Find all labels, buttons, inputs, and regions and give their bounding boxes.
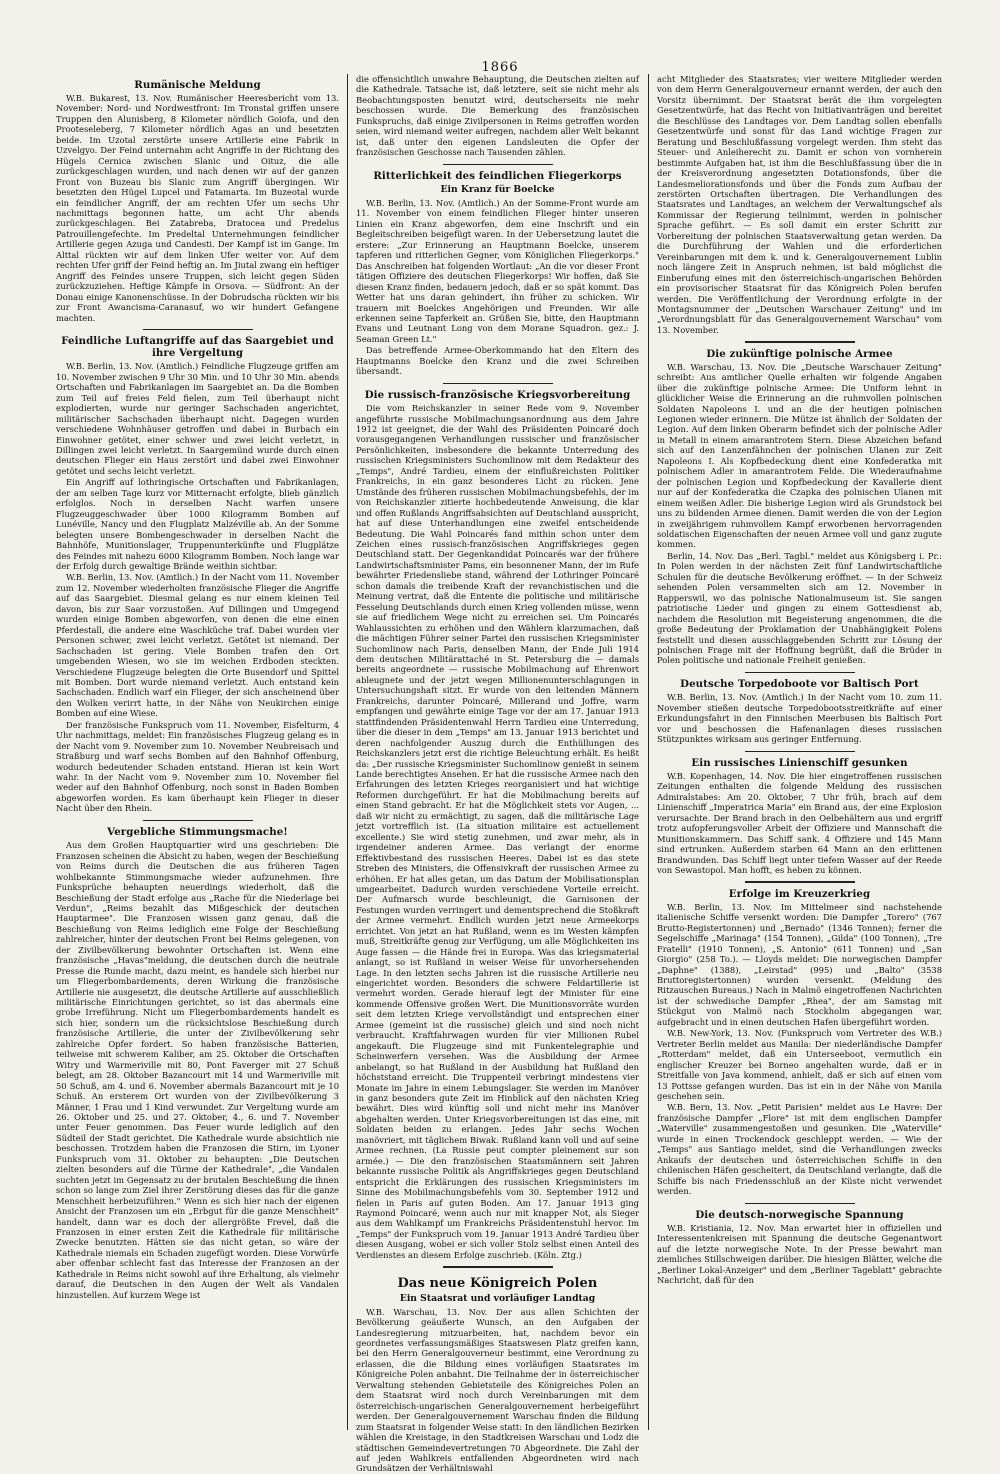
article-separator xyxy=(143,329,253,330)
article-headline: Ritterlichkeit des feindlichen Fliegerkorps xyxy=(373,170,622,183)
article-headline: Feindliche Luftangriffe auf das Saargebiet und ihre Vergeltung xyxy=(61,335,334,360)
article-headline: Das neue Königreich Polen xyxy=(397,1275,598,1291)
article-headline: Ein russisches Linienschiff gesunken xyxy=(691,756,908,769)
column-2 xyxy=(356,74,639,1474)
article-paragraph: W.B. Warschau, 13. Nov. Die „Deutsche Warschauer Zeitung" schreibt: Aus amtlicher Quelle erhalten wir folgende Angaben über die zukünftige polnische Armee: Die Uniform lehnt in glücklicher Weise die Erinnerung an die ruhmvollen polnischen Soldaten Napoleons I. und an die der heutigen polnischen Legionen wieder erinnern. Die Mütze ist ähnlich der Soldaten der Legion. Auf dem linken Oberarm befindet sich der polnische Adler in Metall in einem amarantrotem Stern. Diese Abzeichen befand sich auf den Lanzenfähnchen der polnischen Ulanen zur Zeit Napoleons I. Als Kopfbedeckung dient eine Konfederatka mit polnischem Adler in amarantrotem Felde. Die Wiederaufnahme der polnischen Legion und Kopfbedeckung der Kavallerie dient nur auf der Konfederatka die Czapka des polnischen Ulanen mit einem weißen Adler. Die bisherige Legion wird als Grundstock bei uns zu bildenden Armee dienen. Damit werden die von der Legion in zweijährigem ruhmvollem Kampf erworbenen hervorragenden soldatischen Eigenschaften der neuen Armee voll und ganz zugute kommen. xyxy=(657,361,942,550)
article-separator xyxy=(745,751,855,752)
article-paragraph: acht Mitglieder des Staatsrates; vier weitere Mitglieder werden von dem Herrn Generalgouverneur ernannt werden, der auch den Vorsitz übernimmt. Der Staatsrat berät die ihm vorgelegten Gesetzentwürfe, hat das Recht von Initiativanträgen und bereitet die Beschlüsse des Landtages vor. Dem Landtag sollen ebenfalls Gesetzentwürfe und sonst für das Land wichtige Fragen zur Beratung und Beschlußfassung vorgelegt werden. Ihm steht das Steuer- und Anleiherecht zu. Damit er schon von vornherein bestimmte Aufgaben hat, ist ihm die Beschlußfassung über die in der Kreisverordnung angesetzten Dotationsfonds, über die Landesmeliorationsfonds und über die Fonds zum Aufbau der zerstörten Ortschaften übertragen. Die Verhandlungen des Staatsrates und Landtages, an welchem der Verwaltungschef als Kommissar der Regierung teilnimmt, werden in polnischer Sprache geführt. — Es soll damit ein erster Schritt zur Vorbereitung der polnischen Staatsverwaltung getan werden. Da die Durchführung der Wahlen und die erforderlichen Vereinbarungen mit dem k. und k. Generalgouvernement Lublin noch längere Zeit in Anspruch nehmen, ist bald möglichst die Einberufung eines mit den österreichisch-ungarischen Behörden ein provisorischer Staatsrat für das Königreich Polen berufen werden. Die Veröffentlichung der Verordnung erfolgte in der Montagsnummer der „Deutschen Warschauer Zeitung" und im „Verordnungsblatt für das Generalgouvernement Warschau" vom 13. November. xyxy=(657,74,942,335)
article-linienschiff xyxy=(657,757,942,876)
column-rule xyxy=(648,74,649,1430)
article-paragraph: W.B. Berlin, 13. Nov. (Amtlich.) In der Nacht vom 10. zum 11. November stießen deutsche Torpedobootsstreitkräfte auf einer Erkundungsfahrt in den Finnischen Meerbusen bis Baltisch Port vor und beschossen die Hafenanlagen dieses russischen Stützpunktes wirksam aus geringer Entfernung. xyxy=(657,692,942,745)
article-paragraph: W.B. Kopenhagen, 14. Nov. Die hier eingetroffenen russischen Zeitungen enthalten die folgende Meldung des russischen Admiralstabes: Am 20. Oktober, 7 Uhr früh, brach auf dem Linienschiff „Imperatrica Maria" ein Brand aus, der eine Explosion verursachte. Der Brand brach in den Oelbehältern aus und ergriff trotz aufopferungsvoller Arbeit der Offiziere und Mannschaft die Munitionskammern. Das Schiff sank. 4 Offiziere und 145 Mann sind ertrunken. Außerdem starben 64 Mann an den erlittenen Brandwunden. Das Schiff liegt unter tiefem Wasser auf der Reede von Sewastopol. Man hofft, es heben zu können. xyxy=(657,770,942,875)
article-paragraph: W.B. Berlin, 13. Nov. Im Mittelmeer sind nachstehende italienische Schiffe versenkt worden: Die Dampfer „Torero" (767 Brutto-Registertonnen) und „Bernado" (1346 Tonnen); ferner die Segelschiffe „Marinaga" (154 Tonnen), „Gilda" (100 Tonnen), „Tre Fratelli" (1910 Tonnen), „S. Antonio" (611 Tonnen) und „San Giorgio" (258 To.). — Lloyds meldet: Die norwegischen Dampfer „Daphne" (1388), „Leirstad" (995) und „Balto" (3538 Bruttoregistertonnen) wurden versenkt. (Meldung des Ritzauschen Bureaus.) Nach in Malmö eingetroffenen Nachrichten ist der schwedische Dampfer „Rhea", der am Samstag mit Stückgut von Malmö nach Stockholm abgegangen war, aufgebracht und in einen deutschen Hafen übergeführt worden. xyxy=(657,901,942,1027)
article-separator xyxy=(745,341,855,342)
article-paragraph: Der französische Funkspruch vom 11. November, Eisfelturm, 4 Uhr nachmittags, meldet: Ein französisches Flugzeug gelang es in der Nacht vom 9. November zum 10. November Neubreisach und Straßburg und warf sechs Bomben auf den Bahnhof Offenburg, wodurch bedeutender Schaden entstand. Hieran ist kein Wort wahr. In der Nacht vom 9. November zum 10. November fiel weder auf den Bahnhof Offenburg, noch sonst in Baden Bomben abgeworfen worden. Es kam überhaupt kein Flieger in dieser Nacht über den Rhein. xyxy=(56,719,339,814)
article-kreuzerkrieg xyxy=(657,888,942,1197)
columns xyxy=(56,74,942,1474)
article-paragraph: Ein Angriff auf lothringische Ortschaften und Fabrikanlagen, der am selben Tage kurz vor Mitternacht erfolgte, blieb gänzlich erfolglos. Noch in derselben Nacht warfen unsere Flugzeuggeschwader über 1000 Kilogramm Bomben auf Lunéville, Nancy und den Flugplatz Malzéville ab. An der Somme belegten unsere Bombengeschwader in derselben Nacht die Bahnhöfe, Munitionslager, Truppenunterkünfte und Flugplätze des Feindes mit nahezu 6000 Kilogramm Bomben. Noch lange war der Erfolg durch gewaltige Brände weithin sichtbar. xyxy=(56,477,339,571)
article-norwegische-spannung xyxy=(657,1209,942,1286)
article-ritterlichkeit xyxy=(356,170,639,377)
article-polnische-armee xyxy=(657,348,942,666)
column-1 xyxy=(56,74,339,1430)
article-paragraph: W.B. Kristiania, 12. Nov. Man erwartet hier in offiziellen und Interessentenkreisen mit Spannung die deutsche Gegenantwort auf die letzte norwegische Note. In der Presse bewahrt man ziemliches Stillschweigen darüber. Die hiesigen Blätter, welche die „Berliner Lokal-Anzeiger" und dem „Berliner Tageblatt" gebrachte Nachricht, daß für den xyxy=(657,1222,942,1286)
article-koenigreich-polen xyxy=(356,1276,639,1474)
article-headline: Vergebliche Stimmungsmache! xyxy=(107,826,288,839)
article-paragraph: Die vom Reichskanzler in seiner Rede vom 9. November angeführte russische Mobilmachungsanordnung aus dem Jahre 1912 ist geeignet, die der Wahl des Präsidenten Poincaré doch vorausgegangenen Verhandlungen russischer und französischer Persönlichkeiten, insbesondere die bekannte Unterredung des russischen Kriegsministers Suchomlinow mit dem Redakteur des „Temps", André Tardieu, einem der einflußreichsten Politiker Frankreichs, in ein ganz besonderes Licht zu rücken. Jene Umstände des früheren russischen Mobilmachungsbefehls, der im von Reichskanzler zitierte hochbedeutende Anweisung, die klar und offen Rußlands Angriffsabsichten auf Deutschland ausspricht, hat auf diese Unterhandlungen eine zweifel entscheidende Bedeutung. Die Wahl Poincarés fand mithin schon unter dem Zeichen eines russisch-französischen Angriffskrieges gegen Deutschland statt. Der Gegenkandidat Poincarés war der frühere Landwirtschaftsminister Pams, ein besonnener Mann, der im Rufe bewährter Friedensliebe stand, während der Lothringer Poincaré schon damals die treibende Kraft der revanchistischen und die Meinung vertrat, daß die Entente die politische und militärische Fesselung Deutschlands durch einen Krieg vollenden müsse, wenn sie auf friedlichem Wege nicht zu erreichen sei. Um Poincarés Wahlaussichten zu erhöhen und den Wählern klarzumachen, daß die mächtigen Führer seiner Partei den russischen Kriegsminister Suchomlinow nach Paris, denselben Mann, der Ende Juli 1914 dem deutschen Militärattaché in St. Petersburg die — damals bereits angeordnete — russische Mobilmachung auf Ehrenwort ableugnete und der jetzt wegen Millionenunterschlagungen in Untersuchungshaft sitzt. Er wurde von den leitenden Männern Frankreichs, darunter Poincaré, Millerand und Joffre, warm empfangen und gewährte einige Tage vor der am 17. Januar 1913 stattfindenden Präsidentenwahl Herrn Tardieu eine Unterredung, über die dieser in dem „Temps" am 13. Januar 1913 berichtet und deren nachfolgender Auszug durch die Enthüllungen des Reichskanzlers jetzt erst die richtige Beleuchtung erhält. Es heißt da: „Der russische Kriegsminister Suchomlinow genießt in seinem Lande berechtigtes Ansehen. Er hat die russische Armee nach den Erfahrungen des letzten Krieges reorganisiert und hat wichtige Reformen durchgeführt. Er hat die Mobilmachung bereits auf einen Stand gebracht. Er hat die Möglichkeit stets vor Augen, ... daß wir nicht zu ermächtigt, zu sagen, daß die militärische Lage jetzt vortrefflich ist. (La situation militaire est actuellement excellente.) Sie wird stetig zunehmen, und zwar mehr, als in irgendeiner anderen Armee. Das verlangt der enorme Effektivbestand des russischen Heeres. Dabei ist es das stete Streben des Ministers, die Offensivkraft der russischen Armee zu erhöhen. Er hat alles getan, um das Datum der Mobilisationsplan umgearbeitet. Dadurch wurden verschiedene Vorteile erreicht. Der Aufmarsch wurde beschleunigt, die Garnisonen der Festungen wurden verringert und dementsprechend die Stoßkraft der Armee vermehrt. Endlich wurden jetzt neue Armeekorps errichtet. Von jetzt an hat Rußland, wenn es im Westen kämpfen muß, Streitkräfte genug zur Verfügung, um alle Möglichkeiten ins Auge fassen — die Hände frei in Europa. Was das kriegsmaterial anlangt, so ist Rußland in weiser Weise für unvorhersehenden Lage. In den letzten sechs Jahren ist die russische Artillerie neu eingerichtet worden. Besonders die schwere Feldartillerie ist vermehrt worden. Gerade hierauf legt der Minister für eine kommende Offensive großen Wert. Die Munitionsvorräte wurden seit dem letzten Kriege vervollständigt und entsprechen einer Armee (gemeint ist die russische) gleich und sind noch nicht verbraucht. Kraftfahrwagen wurden für vier Millionen Rubel angekauft. Die Flugzeuge sind mit Funkentelegraphie und Scheinwerfern versehen. Was die Ausbildung der Armee anbelangt, so hat Rußland in der Ausbildung hat Rußland den höchststand erreicht. Die Truppenteil verbringt mindestens vier Monate im Jahre in einem Lebungslager. Sie werden im Manöver in ganz besonders gute Zeit im Hinblick auf den nächsten Krieg bewährt. Dies wird künftig soll und nicht mehr ins Manöver abgehalten werden. Unter Kriegsvorbereitungen ist das eine, mit Soldaten beiden zu erlangen. Jedes Jahr sechs Wochen manövriert, mit täglichem Biwak. Rußland kann voll und auf seine Armee rechnen. (La Russie peut compter pleinement sur son armée.) — Die den französischen Staatsmännern seit Jahren bekannte russische Politik als Angriffskrieges gegen Deutschland entspricht die Erklärungen des russischen Kriegsministers im Sinne des Mobilmachungsbefehls vom 30. September 1912 und fielen in Paris auf guten Boden. Am 17. Januar 1913 ging Raymond Poincaré, wenn auch nur mit knapper Not, als Sieger aus dem Wahlkampf um Frankreichs Präsidentenstuhl hervor. Im „Temps" der Funkspruch vom 19. Januar 1913 André Tardieu über diesen Ausgang, wobei er sich voller Stolz selbst einen Anteil des Verdienstes an diesem Erfolge zuschrieb. (Köln. Ztg.) xyxy=(356,403,639,1260)
article-paragraph: die offensichtlich unwahre Behauptung, die Deutschen zielten auf die Kathedrale. Tatsache ist, daß letztere, seit sie nicht mehr als Beobachtungsposten benutzt wird, deutscherseits nie mehr beschossen wurde. Die Bemerkung des französischen Funkspruchs, daß einige Zivilpersonen in Reims getroffen worden seien, wird niemand weiter aufregen, nachdem aller Welt bekannt ist, daß unter den eigenen Landsleuten die Opfer der französischen Geschosse nach Tausenden zählen. xyxy=(356,74,639,158)
article-subheadline: Ein Staatsrat und vorläufiger Landtag xyxy=(399,1292,596,1304)
article-separator xyxy=(443,164,553,165)
article-separator xyxy=(745,672,855,673)
article-polen-fortsetzung xyxy=(657,74,942,335)
article-paragraph: W.B. New-York, 13. Nov. (Funkspruch vom Vertreter des W.B.) Vertreter Berlin meldet aus Manila: Der niederländische Dampfer „Rotterdam" meldet, daß ein Unterseeboot, vermutlich ein englischer Kreuzer bei Borneo angehalten wurde, daß er in Streitfalle von Java kommend, anhielt, daß er sich auf einen vom 13 Pottsse gefangen wurden. Das ist ein in der Nähe von Manila geschehen sein. xyxy=(657,1028,942,1101)
article-headline: Deutsche Torpedoboote vor Baltisch Port xyxy=(680,678,919,691)
article-separator xyxy=(443,1266,553,1267)
article-paragraph: W.B. Bukarest, 13. Nov. Rumänischer Heeresbericht vom 13. November: Nord- und Nordwestfront: Im Tronstal griffen unsere Truppen den Alunisberg, 8 Kilometer nördlich Goiofa, und den Prooteseleberg, 7 Kilometer nördlich Agas an und besetzten beide. Im Uzotal zerstörte unsere Artillerie eine Fabrik in Uzvelgyo. Der Feind unternahm acht Angriffe in der Richtung des Hügels Cernica zwischen Slanic und Oituz, die alle zurückgeschlagen wurden, und nach denen wir auf der ganzen Front von Buzeau bis Slanic zum Angriff übergingen. Wir besetzten den Hügel Lupcel und Fatamarta. Im Buzeotal wurde ein feindlicher Angriff, der am rechten Ufer um sechs Uhr nachmittags begonnen hatte, um acht Uhr abends zurückgeschlagen. Bei Zatabreba, Dratocea und Predelus Patrouillengefechte. Im Predeltal Unternehmungen feindlicher Artillerie gegen Azuga und Candesti. Der Kampf ist im Gange. Im Alttal rückten wir auf dem linken Ufer weiter vor. Auf dem rechten Ufer griff der Feind heftig an. Im Jiutal zwang ein heftiger Angriff des Feindes unsere Truppen, sich leicht gegen Süden zurückzuziehen. Heftige Kämpfe in Orsova. — Südfront: An der Donau einige Kanonenschüsse. In der Dobrudscha rückten wir bis zur Front Awancisma-Caranasuf, wo wir hundert Gefangene machten. xyxy=(56,93,339,323)
article-headline: Die zukünftige polnische Armee xyxy=(706,347,893,360)
article-vergebliche-stimmungsmache xyxy=(56,826,339,1300)
page-number: 1866 xyxy=(481,60,519,75)
article-separator xyxy=(143,820,253,821)
article-rumaenische-meldung xyxy=(56,79,339,323)
article-feindliche-luftangriffe xyxy=(56,335,339,813)
article-headline: Erfolge im Kreuzerkrieg xyxy=(728,887,871,900)
article-paragraph: Das betreffende Armee-Oberkommando hat den Eltern des Hauptmanns Boelcke den Kranz und die zwei Schreiben übersandt. xyxy=(356,345,639,377)
article-paragraph: W.B. Berlin, 13. Nov. (Amtlich.) Feindliche Flugzeuge griffen am 10. November zwischen 9 Uhr 30 Min. und 10 Uhr 30 Min. abends Ortschaften und Fabrikanlagen im Saargebiet an. Da die Bomben zum Teil auf freies Feld fielen, zum Teil überhaupt nicht explodierten, wurde nur geringer Sachschaden angerichtet, militärischer Sachschaden überhaupt nicht. Dagegen wurden verschiedene Wohnhäuser getroffen und dabei in Burbach ein Einwohner getötet, einer schwer und zwei leicht verletzt, in Dillingen zwei leicht verletzt. In Saargemünd wurde durch einen deutschen Flieger ein Haus zerstört und dabei zwei Einwohner getötet und sechs leicht verletzt. xyxy=(56,361,339,476)
article-torpedoboote xyxy=(657,678,942,744)
article-separator xyxy=(443,383,553,384)
article-headline: Die deutsch-norwegische Spannung xyxy=(695,1208,904,1221)
article-paragraph: Aus dem Großen Hauptquartier wird uns geschrieben: Die Franzosen scheinen die Absicht zu haben, wegen der Beschießung von Reims durch die Deutschen die aus früheren Tagen wohlbekannte Stimmungsmache wieder aufzunehmen. Ihre Funksprüche behaupten neuerdings wiederholt, daß die Beschießung der Stadt erfolge aus „Rache für die Niederlage bei Verdun", „Reims bezahlt das Mißgeschick der deutschen Hauptarmee". Die Franzosen wissen ganz genau, daß die Beschießung von Reims lediglich eine Folge der Beschießung zahlreicher, hinter der deutschen Front bei Reims gelegenen, von der Zivilbevölkerung bewohnter Ortschaften ist. Wenn eine französische „Havas"meldung, die deutschen durch die neutrale Presse die Runde macht, dazu meint, es handele sich hierbei nur um Fliegerbombardements, deren Wirkung die französische Artillerie nie ausgesetzt, die deutsche Artillerie auf ausschließlich militärische Einrichtungen gerichtet, so ist das abermals eine grobe Irreführung. Nicht um Fliegerbombardements handelt es sich hier, sondern um die rücksichtslose Beschießung durch französische Artillerie, die unter der Zivilbevölkerung sehr zahlreiche Opfer fordert. So haben französische Batterien, teilweise mit schwerem Kaliber, am 25. Oktober die Ortschaften Witry und Warmeriville mit 80, Pont Faverger mit 27 Schuß belegt, am 28. Oktober Bazancourt mit 14 und Warmeriville mit 50 Schuß, am 4. und 6. November abermals Bazancourt mit je 10 Schuß. An ersterem Ort wurden von der Zivilbevölkerung 3 Männer, 1 Frau und 1 Kind verwundet. Zur Vergeltung wurde am 26. Oktober und 25. und 27. Oktober, 4., 6. und 7. November unter Feuer genommen. Das Feuer wurde lediglich auf den Südteil der Stadt gerichtet. Die Kathedrale wurde absichtlich nie beschossen. Trotzdem haben die Franzosen die Stirn, im Lyoner Funkspruch vom 31. Oktober zu behaupten: „Die Deutschen zielten besonders auf die Türme der Kathedrale", „die Vandalen suchten jetzt im Gegensatz zu der brutalen Beschießung die ihnen schon so lange zum Ziel ihrer Zerstörung dieses das für die ganze Menschheit herbeizuführen." Wenn es sich hier nach der eigenen Ansicht der Franzosen um ein „Erbgut für die ganze Menschheit" handelt, dann war es doch der allergrößte Frevel, daß die Franzosen in einer ersten Zeit die Kathedrale für militärische Zwecke benutzten. Hätten sie das nicht getan, so wäre der Kathedrale niemals ein Schaden zugefügt worden. Diese Vorwürfe aber offenbar schlecht fast das Interesse der Franzosen an der Kathedrale in Reims nicht sowohl auf ihre Erhaltung, als vielmehr darauf, die Deutschen in den Augen der Welt als Vandalen hinzustellen. Auf kurzem Wege ist xyxy=(56,840,339,1300)
article-headline: Rumänische Meldung xyxy=(134,79,261,91)
article-separator xyxy=(745,1203,855,1204)
article-paragraph: W.B. Bern, 13. Nov. „Petit Parisien" meldet aus Le Havre: Der französische Dampfer „Flore" ist mit dem englischen Dampfer „Waterville" zusammengestoßen und gesunken. Die „Waterville" wurde in einen Trockendock geschleppt werden. — Wie der „Temps" aus Santiago meldet, sind die Verhandlungen zwecks Ankaufs der deutschen und österreichischen Schiffe in den chilenischen Häfen gescheitert, da Deutschland verlangte, daß die Schiffe bis nach Friedensschluß an der Küste nicht verwendet werden. xyxy=(657,1102,942,1197)
article-russisch-franzoesische xyxy=(356,389,639,1260)
article-paragraph: W.B. Warschau, 13. Nov. Der aus allen Schichten der Bevölkerung geäußerte Wunsch, an den Aufgaben der Landesregierung mitzuarbeiten, hat, nachdem bevor ein geordnetes verfassungsmäßiges Staatswesen Platz greifen kann, bei den Herrn Generalgouverneur bestimmt, eine Verordnung zu erlassen, die die Bildung eines vorläufigen Staatsrates im Königreiche Polen anbahnt. Die Teilnahme der in österreichischer Verwaltung stehenden Gebietsteile des Königreiches Polen an dem Staatsrat wird noch durch Vereinbarungen mit dem österreichisch-ungarischen Generalgouvernement herbeigeführt werden. Der Generalgouvernement Warschau finden die Bildung zum Staatsrat in folgender Weise statt: In den ländlichen Bezirken wählen die Kreistage, in den Stadtkreisen Warschau und Lodz die städtischen Gemeindevertretungen 70 Abgeordnete. Die Zahl der auf jeden Wahlkreis entfallenden Abgeordneten wird nach Grundsätzen der Verhältniswahl xyxy=(356,1306,639,1474)
article-subheadline: Ein Kranz für Boelcke xyxy=(440,184,555,196)
article-headline: Die russisch-französische Kriegsvorbereitung xyxy=(364,389,631,402)
article-paragraph: W.B. Berlin, 13. Nov. (Amtlich.) In der Nacht vom 11. November zum 12. November wiederholten französische Flieger die Angriffe auf das Saargebiet. Diesmal gelang es nur einem kleinen Teil davon, bis zur Saar vorzustoßen. Auf Dillingen und Umgegend wurden einige Bomben abgeworfen, von denen die eine einen Pferdestall, die andere eine Waschküche traf. Dabei wurden vier Personen schwer, zwei leicht verletzt. Getötet ist niemand. Der Sachschaden ist gering. Viele Bomben trafen den Ort umgebenden Wiesen, wo sie im weichen Erdboden steckten. Verschiedene Flugzeuge belegten die Orte Busendorf und Spittel mit Bomben. Dort wurde niemand verletzt. Auch entstand kein Sachschaden. Endlich warf ein Flieger, der sich anscheinend über den Wolken verirrt hatte, in der Nähe von Neukirchen einige Bomben auf eine Wiese. xyxy=(56,572,339,719)
column-rule xyxy=(347,74,348,1430)
article-reims-fortsetzung xyxy=(356,74,639,158)
article-separator xyxy=(745,881,855,882)
article-paragraph: W.B. Berlin, 13. Nov. (Amtlich.) An der Somme-Front wurde am 11. November von einem feindlichen Flieger hinter unseren Linien ein Kranz abgeworfen, dem eine Inschrift und ein Begleitschreiben beigefügt waren. In der Uebersetzung lautet die erstere: „Zur Erinnerung an Hauptmann Boelcke, unserem tapferen und ritterlichen Gegner, vom Königlichen Fliegerkorps." Das Anschreiben hat folgenden Wortlaut: „An die vor dieser Front tätigen Offiziere des deutschen Fliegerkorps! Wir hoffen, daß Sie diesen Kranz finden, bedauern jedoch, daß er so spät kommt. Das Wetter hat uns daran gehindert, ihn früher zu schicken. Wir trauern mit Boelckes Angehörigen und Freunden. Wir alle erkennen seine Tapferkeit an. Grüßen Sie, bitte, den Hauptmann Evans und Leutnant Long von dem Morane Squadron. gez.: J. Seaman Green Lt." xyxy=(356,198,639,344)
article-paragraph: Berlin, 14. Nov. Das „Berl. Tagbl." meldet aus Königsberg i. Pr.: In Polen werden in der nächsten Zeit fünf Landwirtschaftliche Schulen für die deutsche Bevölkerung eröffnet. — In der Schweiz sehenden Polen versammelten sich am 12. November in Rapperswil, wo das polnische Nationalmuseum ist. Sie sangen patriotische Lieder und gingen zu einem Gottesdienst ab, nachdem die Resolution mit Begeisterung angenommen, die die große Bedeutung der Proklamation der Unabhängigkeit Polens feststellt und diesen ausschlaggebenden Schritt zur Lösung der polnischen Frage mit der Hoffnung begrüßt, daß die Brüder in Polen politische und nationale Freiheit genießen. xyxy=(657,550,942,666)
column-3 xyxy=(657,74,942,1430)
